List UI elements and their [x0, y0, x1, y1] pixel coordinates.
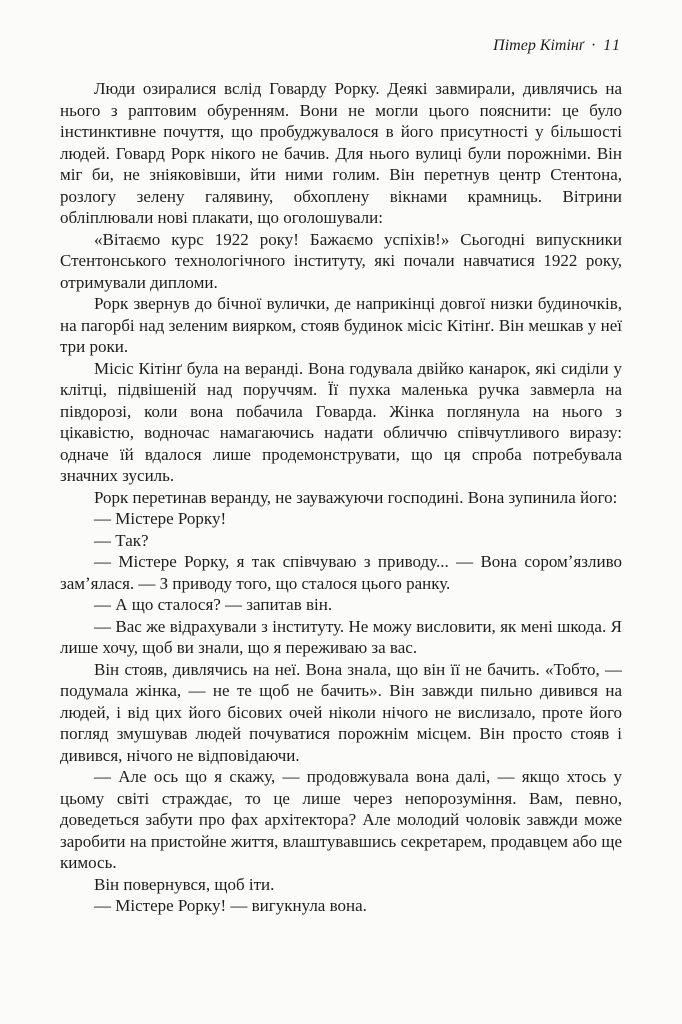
paragraph: Місіс Кітінґ була на веранді. Вона годувала двійко канарок, які сиділи у клітці, підвішеній над поруччям. Її пухка маленька ручка завмерла на півдорозі, коли вона побачила Говарда. Жінка поглянула на нього з цікавістю, водночас намагаючись надати обличчю співчутливого виразу: одначе їй вдалося лише продемонструвати, що ця спроба потребувала значних зусиль.	[60, 358, 622, 485]
paragraph-dialogue: — А що сталося? — запитав він.	[94, 595, 333, 614]
paragraph: Рорк звернув до бічної вулички, де наприкінці довгої низки будиночків, на пагорбі над зеленим виярком, стояв будинок місіс Кітінґ. Він мешкав у неї три роки.	[60, 294, 622, 356]
header-separator: ·	[590, 37, 597, 54]
paragraph-dialogue: — Містере Рорку!	[94, 509, 227, 528]
paragraph: Він стояв, дивлячись на неї. Вона знала, що він її не бачить. «Тобто, — подумала жінка, — не те щоб не бачить». Він завжди пильно дивився на людей, і від цих його бісових очей ніколи нічого не вислизало, проте його погляд змушував людей почуватися порожнім місцем. Він просто стояв і дивився, нічого не відповідаючи.	[60, 659, 622, 765]
paragraph: Рорк перетинав веранду, не зауважуючи господині. Вона зупинила його:	[94, 487, 618, 507]
paragraph: Люди озиралися вслід Говарду Рорку. Деякі завмирали, дивлячись на нього з раптовим обуренням. Вони не могли цього пояснити: це було інстинктивне почуття, що пробуджувалося в його присутності у більшості людей. Говард Рорк нікого не бачив. Для нього вулиці були порожніми. Він міг би, не зніяковівши, йти ними голим. Він перетнув центр Стентона, розлогу зелену галявину, обхоплену вікнами крамниць. Вітрини обліплювали нові плакати, що оголошували:	[60, 79, 622, 227]
paragraph-dialogue: — Але ось що я скажу, — продовжувала вона далі, — якщо хтось у цьому світі страждає, то це лише через непорозуміння. Вам, певно, доведеться забути про фах архітектора? Але молодий чоловік завжди може заробити на пристойне життя, влаштувавшись секретарем, продавцем або ще кимось.	[60, 767, 622, 872]
paragraph-dialogue: — Містере Рорку! — вигукнула вона.	[94, 896, 367, 915]
running-header	[60, 36, 622, 56]
paragraph-dialogue: — Так?	[94, 530, 149, 550]
paragraph-dialogue: — Вас же відрахували з інституту. Не можу висловити, як мені шкода. Я лише хочу, щоб ви знали, що я переживаю за вас.	[60, 616, 622, 657]
page-number: 11	[603, 37, 622, 54]
body-text	[60, 78, 622, 917]
paragraph: Він повернувся, щоб іти.	[94, 874, 275, 894]
running-title: Пітер Кітінґ	[493, 37, 584, 54]
paragraph: «Вітаємо курс 1922 року! Бажаємо успіхів!» Сьогодні випускники Стентонського технологічного інституту, які почали навчатися 1922 року, отримували дипломи.	[60, 229, 622, 292]
paragraph-dialogue: — Містере Рорку, я так співчуваю з приводу... — Вона соромʼязливо замʼялася. — З приводу того, що сталося цього ранку.	[60, 552, 622, 593]
